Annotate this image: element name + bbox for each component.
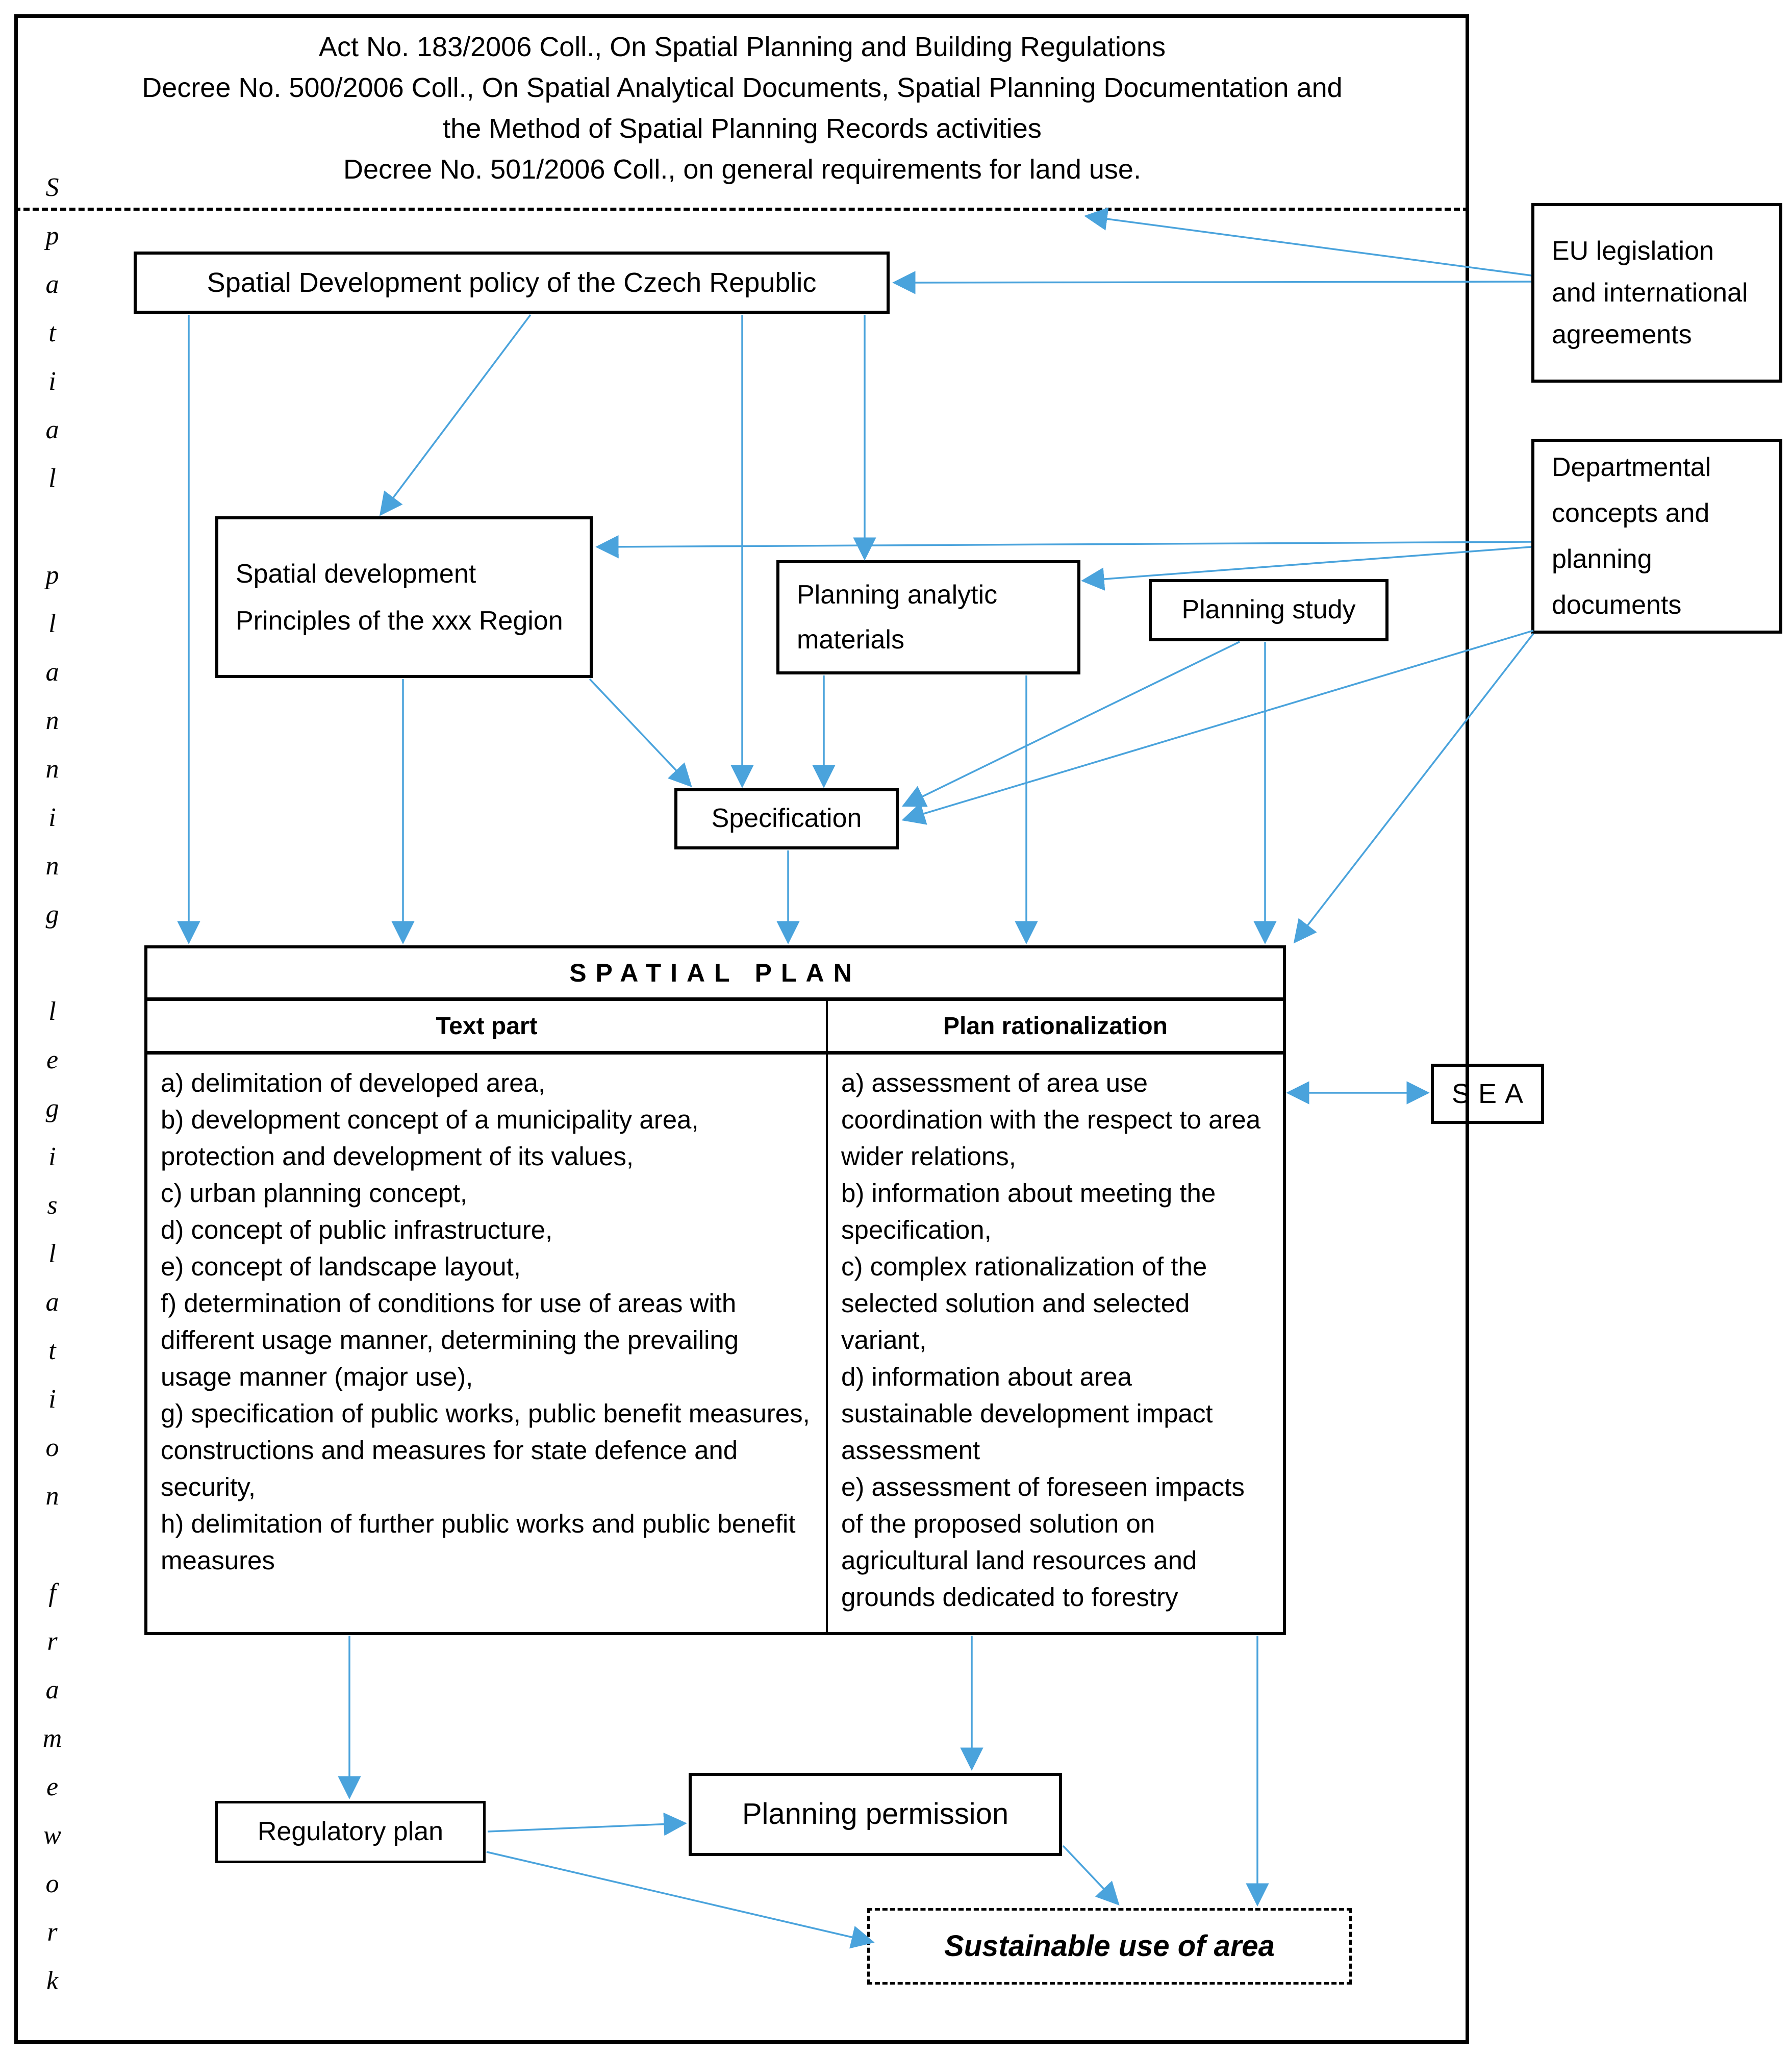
- planning-study-box: Planning study: [1149, 579, 1389, 641]
- planning-permission-box: Planning permission: [689, 1773, 1062, 1856]
- planning-analytic-materials-box: Planning analytic materials: [776, 560, 1080, 674]
- spatial-plan-body: [147, 1055, 1283, 1632]
- side-label-letter: a: [45, 415, 59, 444]
- side-label-letter: [28, 939, 77, 987]
- side-label-letter: o: [45, 1869, 59, 1898]
- side-label-letter: l: [48, 1239, 56, 1268]
- spatial-development-policy-box: Spatial Development policy of the Czech Republic: [134, 252, 890, 314]
- header-line-1: Act No. 183/2006 Coll., On Spatial Planning and Building Regulations: [318, 32, 1166, 62]
- side-label-letter: S: [45, 173, 59, 202]
- side-label-letter: [28, 1520, 77, 1569]
- plan-rationalization-header: Plan rationalization: [943, 1012, 1168, 1040]
- side-label-letter: a: [45, 1288, 59, 1317]
- side-label-letter: i: [48, 1385, 56, 1414]
- side-label-letter: m: [42, 1724, 62, 1753]
- side-label-letter: o: [45, 1433, 59, 1462]
- side-label-letter: w: [43, 1821, 61, 1850]
- list-item: a) delimitation of developed area,: [161, 1068, 546, 1097]
- side-label-letter: t: [48, 318, 56, 347]
- list-item: h) delimitation of further public works and public benefit measures: [161, 1509, 796, 1575]
- side-label-letter: l: [48, 464, 56, 493]
- regulatory-plan-box: Regulatory plan: [215, 1801, 486, 1863]
- legislation-header: [56, 27, 1428, 190]
- side-label-letter: l: [48, 997, 56, 1026]
- side-label-letter: a: [45, 1675, 59, 1704]
- side-label-letter: n: [45, 706, 59, 735]
- spatial-development-principles-box: Spatial development Principles of the xxx Region: [215, 516, 593, 678]
- list-item: e) assessment of foreseen impacts of the proposed solution on agricultural land resources and grounds dedicated to forestry: [841, 1472, 1245, 1612]
- list-item: b) development concept of a municipality area, protection and development of its values,: [161, 1105, 699, 1171]
- side-label-letter: e: [46, 1045, 59, 1074]
- list-item: a) assessment of area use coordination with the respect to area wider relations,: [841, 1068, 1261, 1171]
- list-item: g) specification of public works, public benefit measures, constructions and measures for state defence and security,: [161, 1399, 810, 1501]
- list-item: d) information about area sustainable development impact assessment: [841, 1362, 1213, 1465]
- spatial-plan-column-headers: [147, 1001, 1283, 1055]
- side-label-letter: f: [48, 1578, 56, 1608]
- departmental-concepts-box: Departmental concepts and planning documents: [1531, 439, 1782, 634]
- specification-box: Specification: [674, 788, 899, 849]
- header-line-3: the Method of Spatial Planning Records activities: [443, 113, 1042, 144]
- text-part-cell: [147, 1055, 828, 1632]
- side-label-letter: a: [45, 270, 59, 299]
- side-label-letter: l: [48, 609, 56, 638]
- eu-legislation-box: EU legislation and international agreements: [1531, 203, 1782, 383]
- list-item: f) determination of conditions for use of areas with different usage manner, determining the prevailing usage manner (major use),: [161, 1289, 739, 1391]
- list-item: c) complex rationalization of the selected solution and selected variant,: [841, 1252, 1207, 1355]
- side-label-letter: n: [45, 755, 59, 784]
- side-label-letter: n: [45, 1482, 59, 1511]
- side-label-letter: p: [45, 221, 59, 250]
- plan-rationalization-cell: [828, 1055, 1283, 1632]
- side-label-letter: g: [45, 1094, 59, 1123]
- side-label-letter: t: [48, 1336, 56, 1365]
- sea-box: SEA: [1431, 1064, 1544, 1124]
- header-line-4: Decree No. 501/2006 Coll., on general requirements for land use.: [343, 154, 1141, 185]
- side-label-letter: r: [47, 1627, 58, 1656]
- side-label-letter: i: [48, 1142, 56, 1171]
- side-label-letter: p: [45, 561, 59, 590]
- side-label-letter: a: [45, 658, 59, 687]
- side-label-letter: g: [45, 900, 59, 929]
- list-item: b) information about meeting the specification,: [841, 1179, 1216, 1244]
- side-label-letter: i: [48, 803, 56, 832]
- list-item: d) concept of public infrastructure,: [161, 1215, 553, 1244]
- side-label-letter: k: [46, 1966, 59, 1995]
- side-label-letter: i: [48, 367, 56, 396]
- spatial-plan-table: [144, 945, 1286, 1635]
- spatial-plan-title: SPATIAL PLAN: [147, 948, 1283, 1001]
- text-part-header: Text part: [147, 1001, 828, 1051]
- side-label-letter: e: [46, 1772, 59, 1801]
- side-label-letter: s: [47, 1191, 58, 1220]
- sustainable-use-box: Sustainable use of area: [867, 1908, 1352, 1985]
- side-label-letter: r: [47, 1918, 58, 1947]
- side-label-letter: n: [45, 851, 59, 881]
- list-item: e) concept of landscape layout,: [161, 1252, 521, 1281]
- dashed-separator: [14, 208, 1469, 211]
- side-label-letter: [28, 503, 77, 551]
- header-line-2: Decree No. 500/2006 Coll., On Spatial Analytical Documents, Spatial Planning Documentation and: [142, 72, 1343, 103]
- list-item: c) urban planning concept,: [161, 1179, 468, 1208]
